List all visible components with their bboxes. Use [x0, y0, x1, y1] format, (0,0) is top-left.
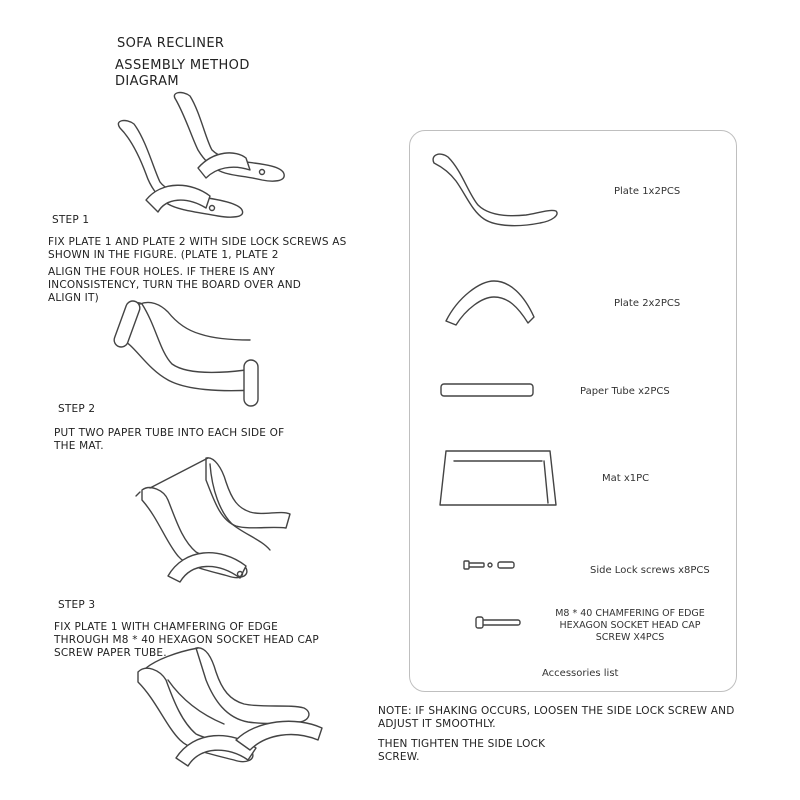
step3-text-line2: THROUGH M8 * 40 HEXAGON SOCKET HEAD CAP — [54, 634, 319, 646]
step1-label: STEP 1 — [52, 214, 90, 226]
step3-illustration — [136, 458, 290, 582]
accessory-m8-label-line1: M8 * 40 CHAMFERING OF EDGE — [555, 608, 705, 619]
accessories-panel — [409, 130, 737, 692]
step3-text-line3: SCREW PAPER TUBE. — [54, 647, 167, 659]
step2-text-line2: THE MAT. — [54, 440, 104, 452]
step1-text-line1: FIX PLATE 1 AND PLATE 2 WITH SIDE LOCK SCREWS AS — [48, 236, 347, 248]
final-illustration — [138, 648, 322, 766]
accessories-illustrations — [410, 131, 736, 691]
note-line2: ADJUST IT SMOOTHLY. — [378, 718, 496, 730]
step1-illustration — [118, 93, 284, 218]
accessory-m8-label-line3: SCREW X4PCS — [595, 632, 665, 643]
step1-text-line5: ALIGN IT) — [48, 292, 99, 304]
step3-text-line1: FIX PLATE 1 WITH CHAMFERING OF EDGE — [54, 621, 278, 633]
note-line4: SCREW. — [378, 751, 420, 763]
step2-text-line1: PUT TWO PAPER TUBE INTO EACH SIDE OF — [54, 427, 285, 439]
step1-text-line2: SHOWN IN THE FIGURE. (PLATE 1, PLATE 2 — [48, 249, 279, 261]
accessory-paper-tube-label: Paper Tube x2PCS — [580, 386, 670, 397]
side-lock-screw-illustration — [464, 561, 514, 569]
plate2-illustration — [446, 281, 534, 325]
note-line1: NOTE: IF SHAKING OCCURS, LOOSEN THE SIDE LOCK SCREW AND — [378, 705, 735, 717]
step1-text-line4: INCONSISTENCY, TURN THE BOARD OVER AND — [48, 279, 302, 291]
accessory-m8-label-line2: HEXAGON SOCKET HEAD CAP — [559, 620, 701, 631]
diagram-title: SOFA RECLINER — [117, 36, 225, 51]
step3-label: STEP 3 — [58, 599, 96, 611]
step1-text-line3: ALIGN THE FOUR HOLES. IF THERE IS ANY — [48, 266, 275, 278]
accessories-caption: Accessories list — [542, 668, 619, 679]
paper-tube-illustration — [441, 384, 533, 396]
step2-label: STEP 2 — [58, 403, 96, 415]
note-line3: THEN TIGHTEN THE SIDE LOCK — [378, 738, 546, 750]
accessory-side-lock-label: Side Lock screws x8PCS — [590, 565, 710, 576]
diagram-subtitle: ASSEMBLY METHOD — [115, 58, 250, 73]
diagram-subtitle-2: DIAGRAM — [115, 74, 179, 89]
m8-screw-illustration — [476, 617, 520, 628]
accessory-plate1-label: Plate 1x2PCS — [614, 186, 681, 197]
plate1-illustration — [433, 154, 557, 226]
accessory-plate2-label: Plate 2x2PCS — [614, 298, 681, 309]
step2-illustration — [112, 299, 258, 406]
accessory-mat-label: Mat x1PC — [602, 473, 650, 484]
mat-illustration — [440, 451, 556, 505]
